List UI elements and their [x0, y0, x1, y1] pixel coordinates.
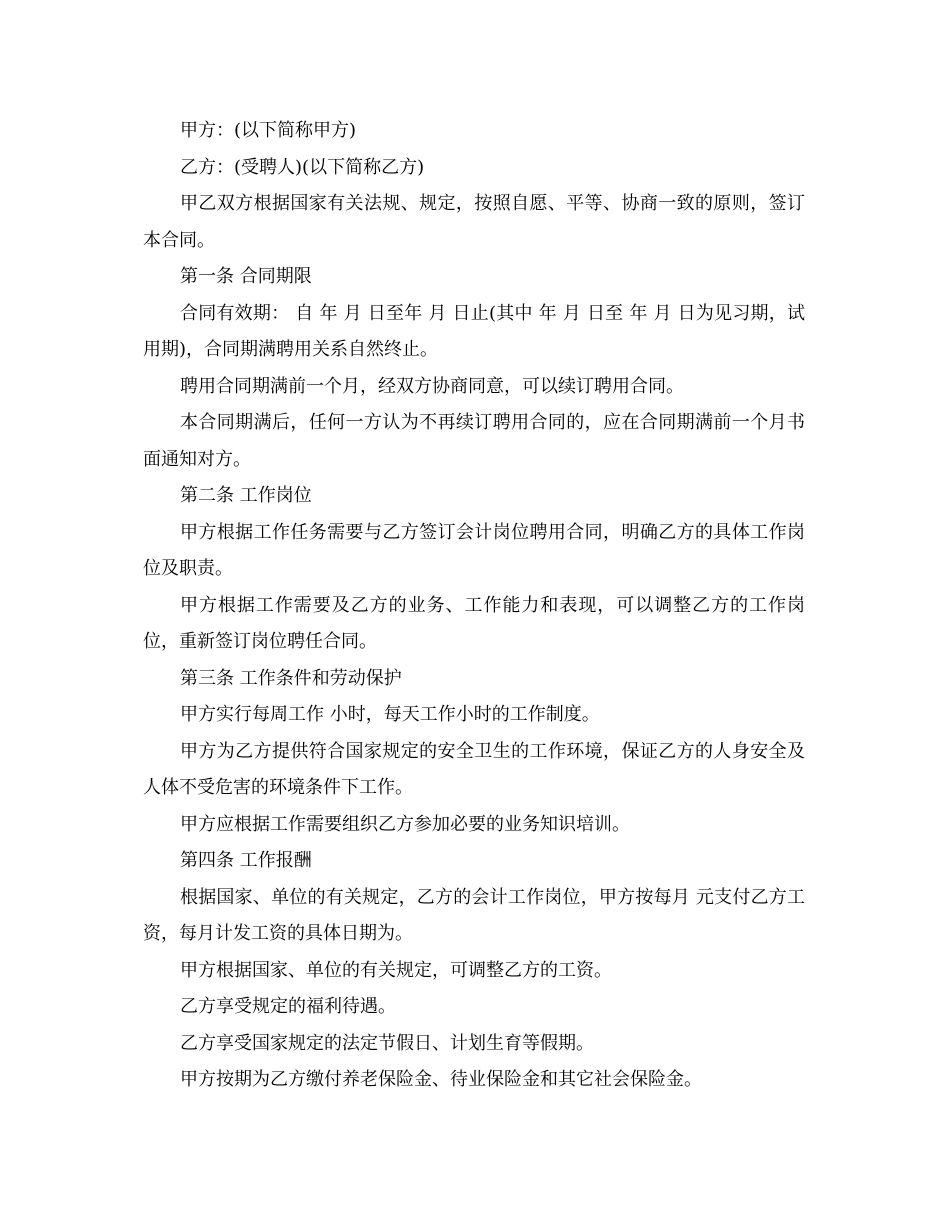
article-heading-2: 第二条 工作岗位: [180, 485, 312, 506]
paragraph: 甲方根据工作需要及乙方的业务、工作能力和表现，可以调整乙方的工作岗位，重新签订岗位聘任合同。: [143, 594, 805, 652]
document-body: [143, 113, 805, 1099]
paragraph: 甲方实行每周工作 小时，每天工作小时的工作制度。: [180, 704, 600, 725]
paragraph: 聘用合同期满前一个月，经双方协商同意，可以续订聘用合同。: [180, 375, 684, 397]
paragraph: 乙方享受国家规定的法定节假日、计划生育等假期。: [180, 1032, 594, 1054]
paragraph: 根据国家、单位的有关规定，乙方的会计工作岗位，甲方按每月 元支付乙方工资，每月计发工资的具体日期为。: [143, 886, 805, 944]
paragraph: 本合同期满后，任何一方认为不再续订聘用合同的，应在合同期满前一个月书面通知对方。: [143, 412, 805, 470]
paragraph: 甲方按期为乙方缴付养老保险金、待业保险金和其它社会保险金。: [180, 1069, 702, 1090]
paragraph: 甲方为乙方提供符合国家规定的安全卫生的工作环境，保证乙方的人身安全及人体不受危害的环境条件下工作。: [143, 740, 805, 798]
paragraph-party-a: 甲方：(以下简称甲方): [180, 120, 357, 141]
paragraph: 甲方根据工作任务需要与乙方签订会计岗位聘用合同，明确乙方的具体工作岗位及职责。: [143, 521, 805, 579]
paragraph-party-b: 乙方：(受聘人)(以下简称乙方): [180, 156, 425, 178]
article-heading-3: 第三条 工作条件和劳动保护: [180, 667, 402, 689]
paragraph-preamble: 甲乙双方根据国家有关法规、规定，按照自愿、平等、协商一致的原则，签订本合同。: [143, 193, 805, 251]
paragraph: 合同有效期： 自 年 月 日至年 月 日止(其中 年 月 日至 年 月 日为见习期，试用期)，合同期满聘用关系自然终止。: [143, 302, 805, 360]
article-heading-4: 第四条 工作报酬: [180, 850, 312, 871]
paragraph: 甲方根据国家、单位的有关规定，可调整乙方的工资。: [180, 959, 612, 981]
paragraph: 乙方享受规定的福利待遇。: [180, 996, 396, 1017]
paragraph: 甲方应根据工作需要组织乙方参加必要的业务知识培训。: [180, 813, 630, 835]
article-heading-1: 第一条 合同期限: [180, 266, 312, 287]
